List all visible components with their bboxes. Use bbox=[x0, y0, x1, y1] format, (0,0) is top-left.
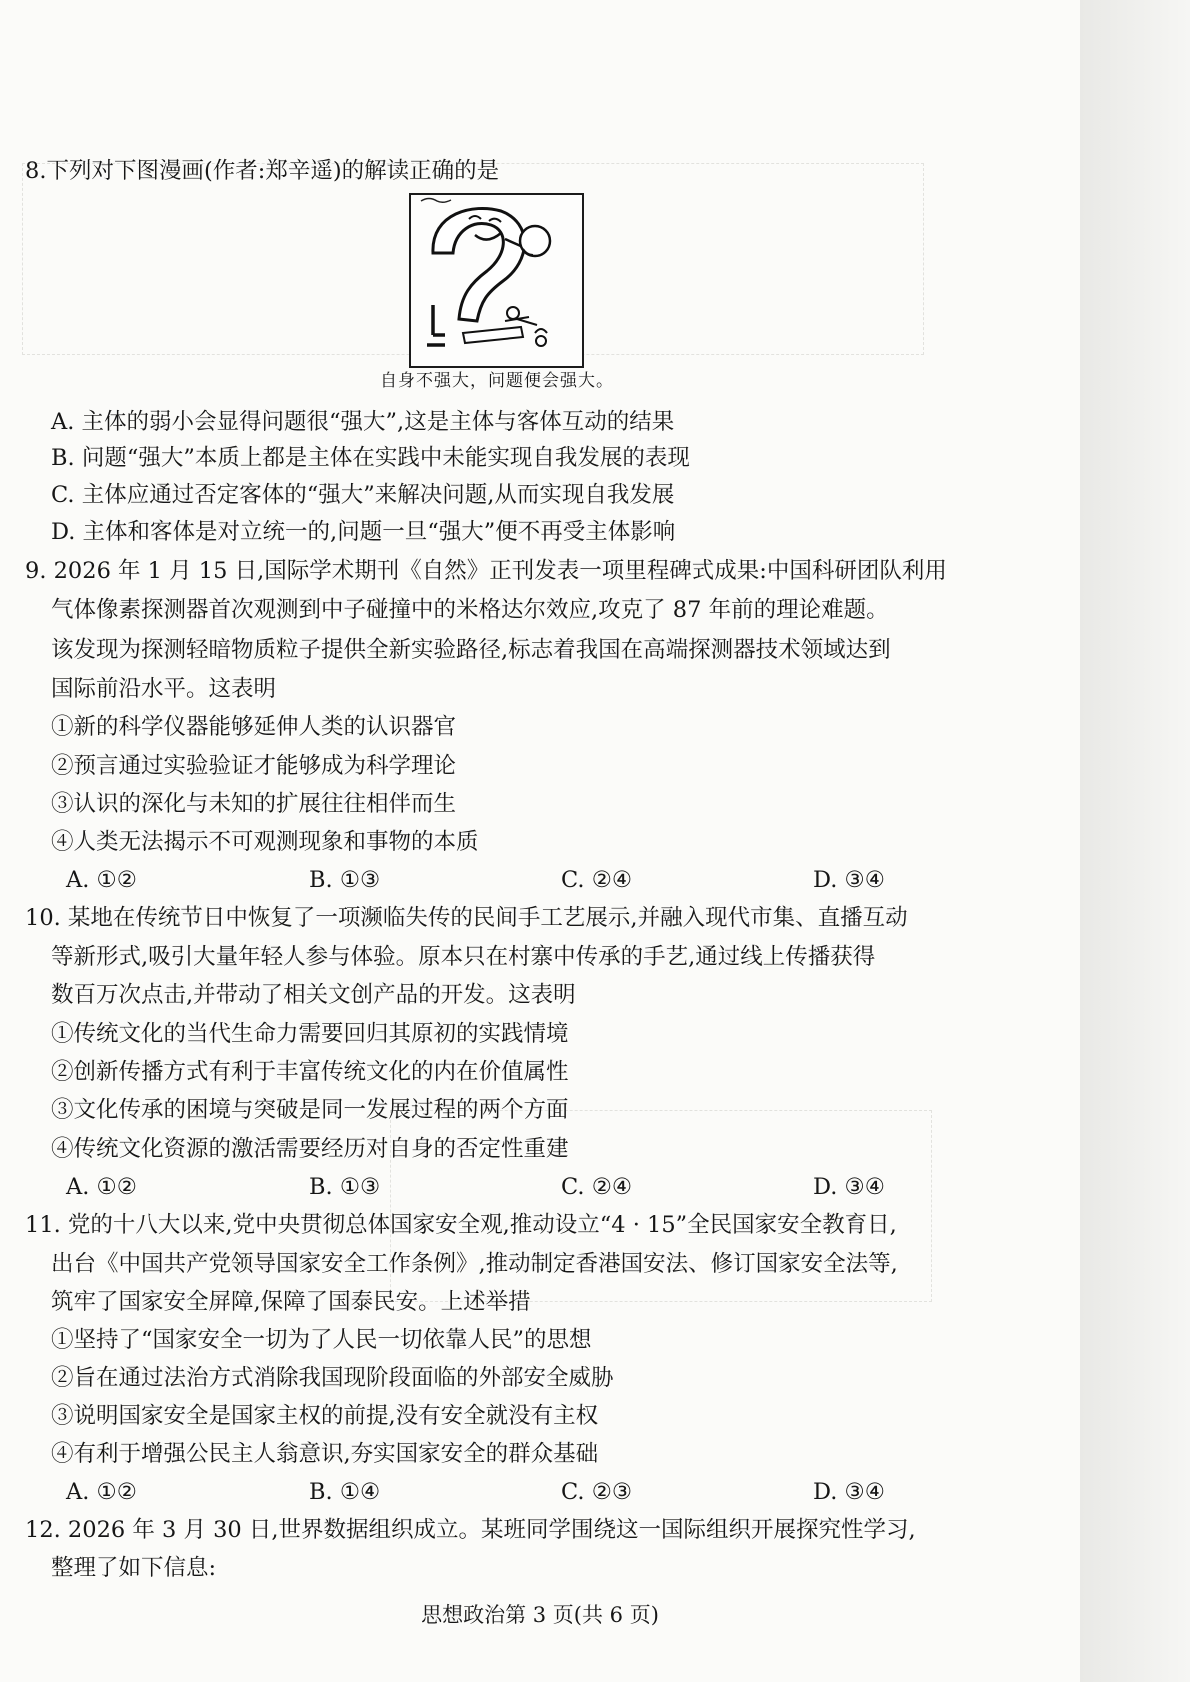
q10-choice-a: A. ①② bbox=[66, 1174, 137, 1200]
q11-stem-line-3: 筑牢了国家安全屏障,保障了国泰民安。上述举措 bbox=[51, 1289, 531, 1315]
q10-choice-b: B. ①③ bbox=[309, 1174, 381, 1200]
q11-statement-4: ④有利于增强公民主人翁意识,夯实国家安全的群众基础 bbox=[51, 1441, 599, 1467]
q10-statement-4: ④传统文化资源的激活需要经历对自身的否定性重建 bbox=[51, 1136, 569, 1162]
q11-choice-d: D. ③④ bbox=[813, 1479, 885, 1505]
q8-option-a: A. 主体的弱小会显得问题很“强大”,这是主体与客体互动的结果 bbox=[51, 409, 675, 435]
q9-choice-a: A. ①② bbox=[66, 867, 137, 893]
q8-stem: 8.下列对下图漫画(作者:郑辛遥)的解读正确的是 bbox=[25, 158, 500, 184]
q9-stem-line-4: 国际前沿水平。这表明 bbox=[51, 676, 277, 702]
q10-stem-line-3: 数百万次点击,并带动了相关文创产品的开发。这表明 bbox=[51, 982, 576, 1008]
q10-statement-2: ②创新传播方式有利于丰富传统文化的内在价值属性 bbox=[51, 1059, 569, 1085]
q9-statement-2: ②预言通过实验验证才能够成为科学理论 bbox=[51, 753, 457, 779]
q8-option-d: D. 主体和客体是对立统一的,问题一旦“强大”便不再受主体影响 bbox=[51, 519, 676, 545]
q10-stem-line-1: 10. 某地在传统节日中恢复了一项濒临失传的民间手工艺展示,并融入现代市集、直播互动 bbox=[25, 905, 908, 931]
q11-stem-line-2: 出台《中国共产党领导国家安全工作条例》,推动制定香港国安法、修订国家安全法等, bbox=[51, 1251, 898, 1277]
q10-choice-c: C. ②④ bbox=[561, 1174, 633, 1200]
q12-stem-line-2: 整理了如下信息: bbox=[51, 1555, 217, 1581]
q9-choice-c: C. ②④ bbox=[561, 867, 633, 893]
q9-statement-1: ①新的科学仪器能够延伸人类的认识器官 bbox=[51, 714, 457, 740]
q8-option-c: C. 主体应通过否定客体的“强大”来解决问题,从而实现自我发展 bbox=[51, 482, 675, 508]
q9-stem-line-2: 气体像素探测器首次观测到中子碰撞中的米格达尔效应,攻克了 87 年前的理论难题。 bbox=[51, 597, 889, 623]
q11-choice-b: B. ①④ bbox=[309, 1479, 381, 1505]
q12-stem-line-1: 12. 2026 年 3 月 30 日,世界数据组织成立。某班同学围绕这一国际组织开展探究性学习, bbox=[25, 1517, 916, 1543]
q11-statement-2: ②旨在通过法治方式消除我国现阶段面临的外部安全威胁 bbox=[51, 1365, 614, 1391]
question-mark-cartoon-icon bbox=[411, 195, 582, 366]
comic-illustration bbox=[409, 193, 584, 368]
q9-choice-b: B. ①③ bbox=[309, 867, 381, 893]
q10-statement-3: ③文化传承的困境与突破是同一发展过程的两个方面 bbox=[51, 1097, 569, 1123]
q11-choice-c: C. ②③ bbox=[561, 1479, 633, 1505]
q10-stem-line-2: 等新形式,吸引大量年轻人参与体验。原本只在村寨中传承的手艺,通过线上传播获得 bbox=[51, 944, 876, 970]
q10-choice-d: D. ③④ bbox=[813, 1174, 885, 1200]
q11-statement-1: ①坚持了“国家安全一切为了人民一切依靠人民”的思想 bbox=[51, 1327, 592, 1353]
scan-edge bbox=[1080, 0, 1190, 1682]
q11-choice-a: A. ①② bbox=[66, 1479, 137, 1505]
q9-statement-4: ④人类无法揭示不可观测现象和事物的本质 bbox=[51, 829, 479, 855]
q9-stem-line-1: 9. 2026 年 1 月 15 日,国际学术期刊《自然》正刊发表一项里程碑式成果:中国科研团队利用 bbox=[25, 558, 947, 584]
q9-statement-3: ③认识的深化与未知的扩展往往相伴而生 bbox=[51, 791, 457, 817]
q11-statement-3: ③说明国家安全是国家主权的前提,没有安全就没有主权 bbox=[51, 1403, 599, 1429]
q9-choice-d: D. ③④ bbox=[813, 867, 885, 893]
q8-option-b: B. 问题“强大”本质上都是主体在实践中未能实现自我发展的表现 bbox=[51, 445, 690, 471]
q11-stem-line-1: 11. 党的十八大以来,党中央贯彻总体国家安全观,推动设立“4 · 15”全民国家安全教育日, bbox=[25, 1212, 897, 1238]
comic-caption: 自身不强大，问题便会强大。 bbox=[380, 371, 614, 391]
page-footer: 思想政治第 3 页(共 6 页) bbox=[421, 1603, 659, 1627]
q10-statement-1: ①传统文化的当代生命力需要回归其原初的实践情境 bbox=[51, 1021, 569, 1047]
q9-stem-line-3: 该发现为探测轻暗物质粒子提供全新实验路径,标志着我国在高端探测器技术领域达到 bbox=[51, 637, 891, 663]
